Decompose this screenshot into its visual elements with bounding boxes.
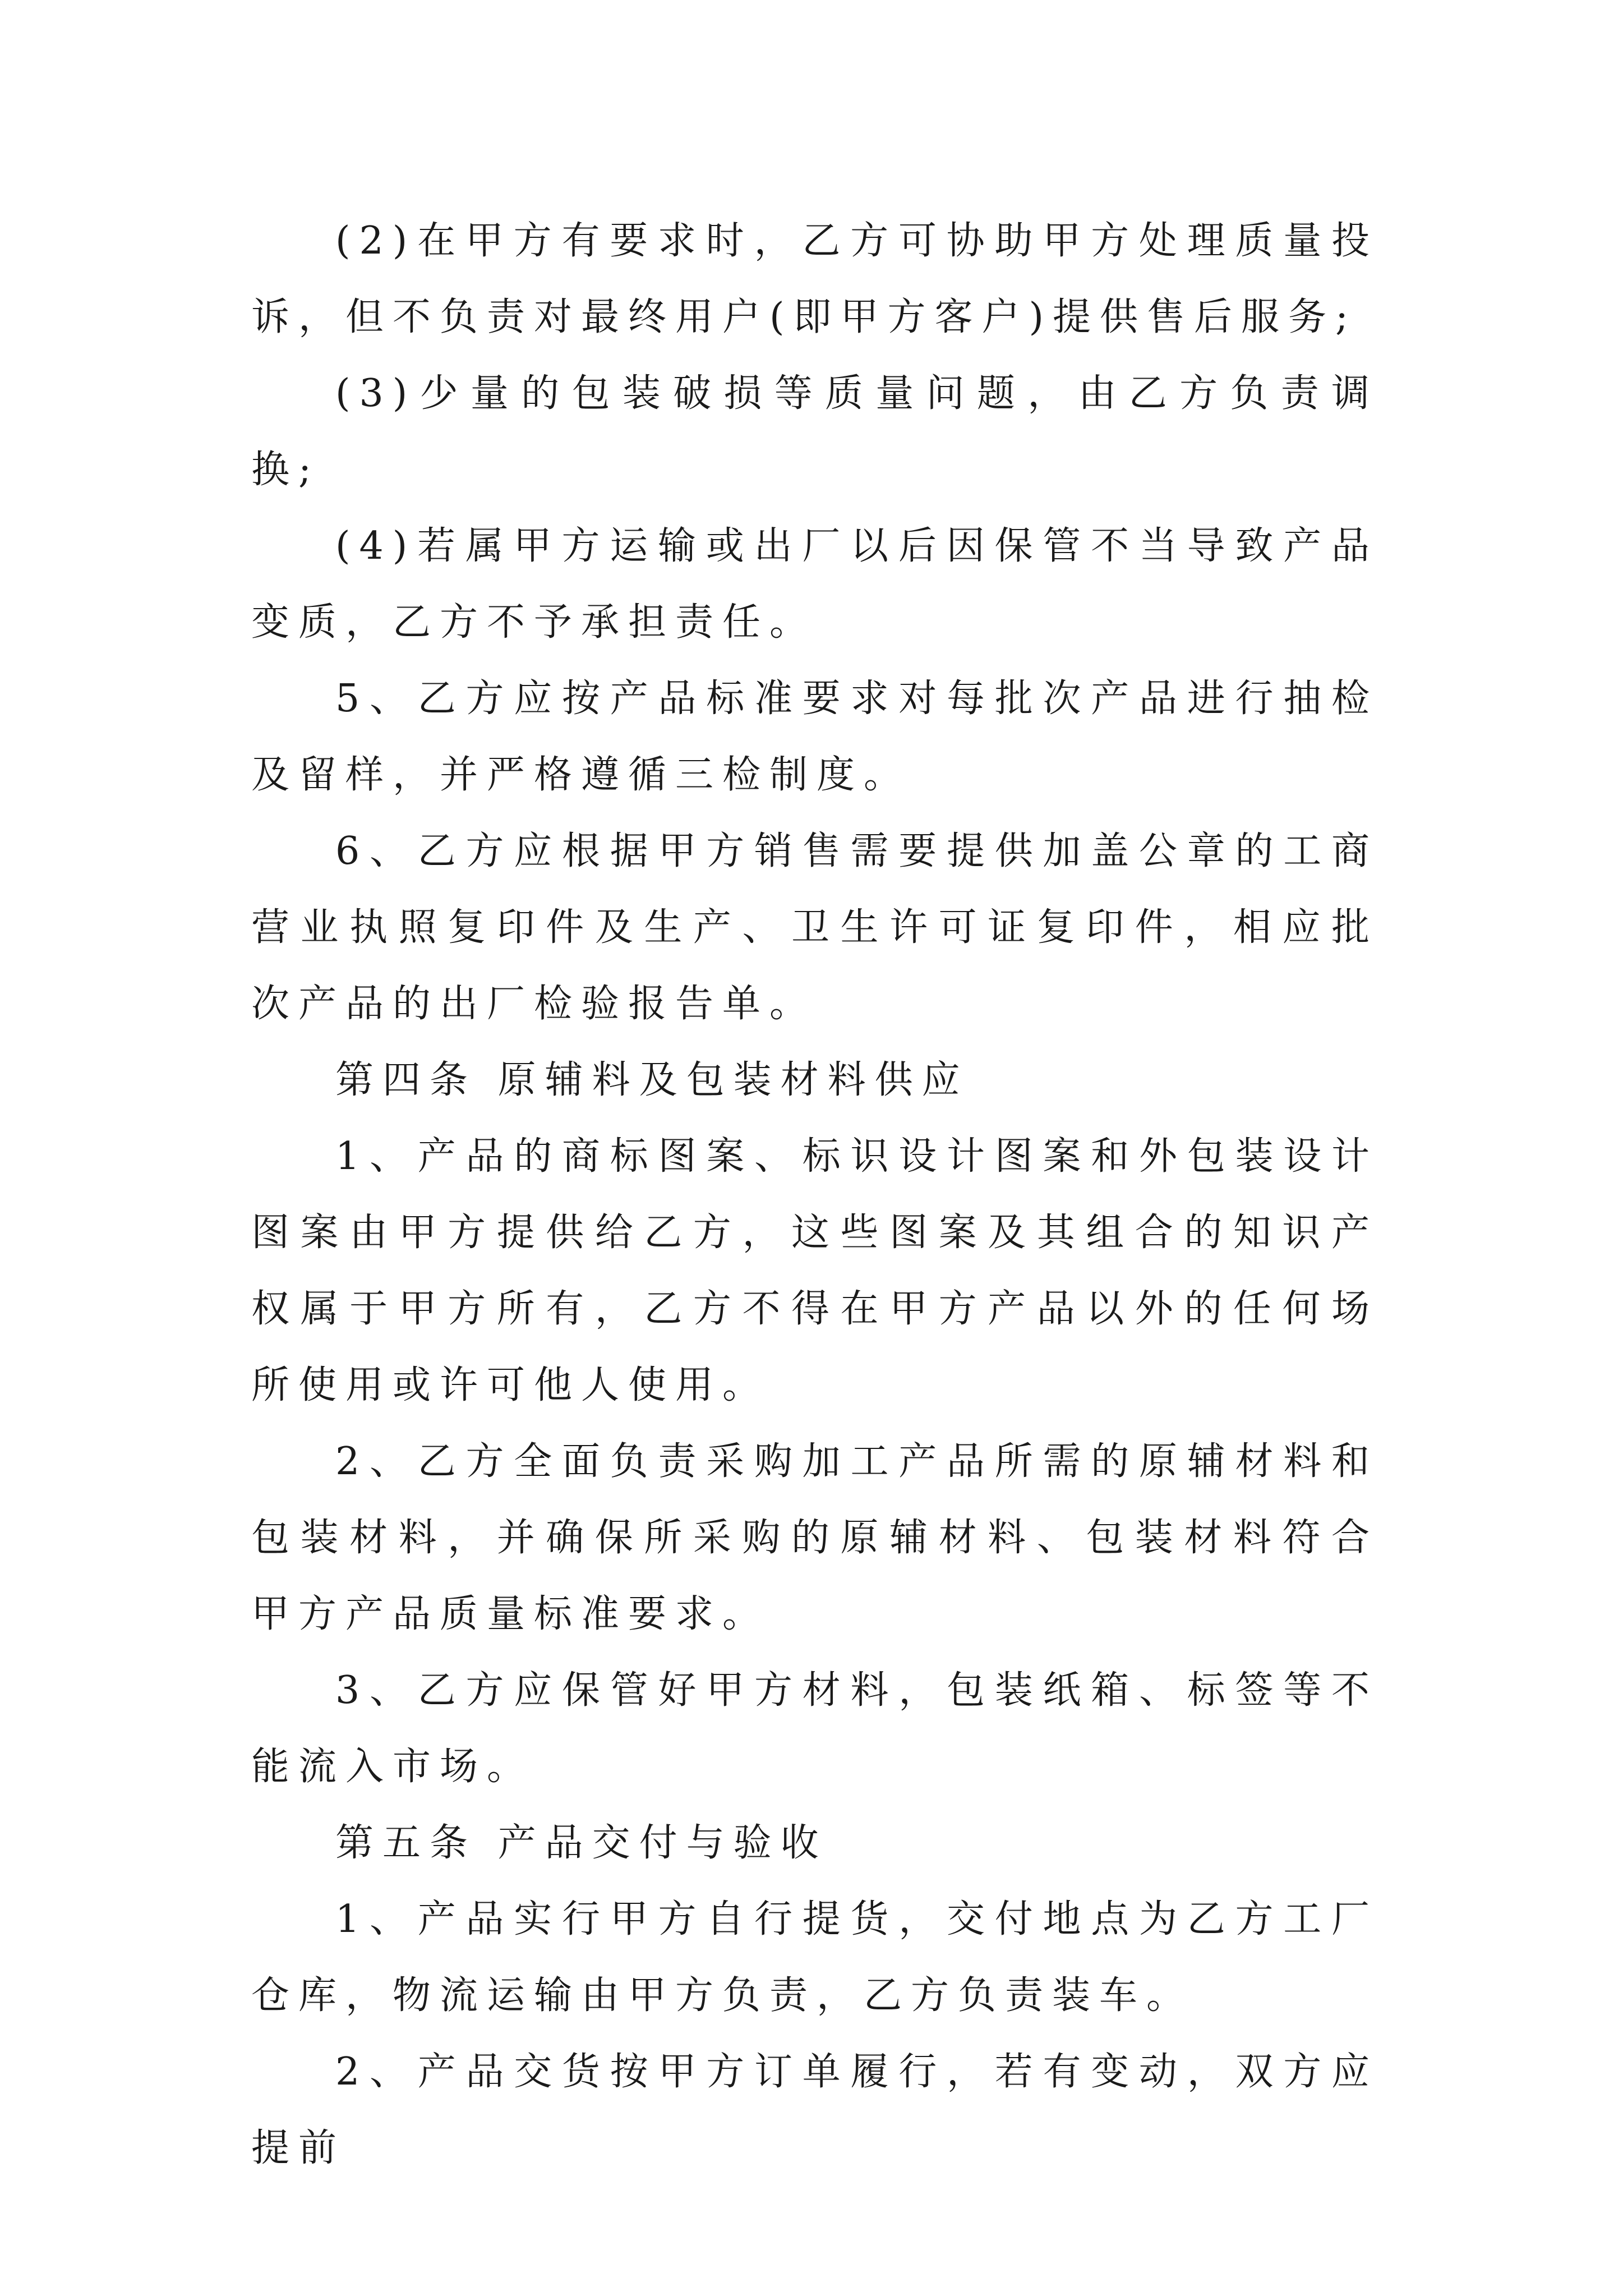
paragraph-order-fulfillment: 2、产品交货按甲方订单履行，若有变动，双方应提前 [251,2050,1378,2170]
paragraph-delivery-location: 1、产品实行甲方自行提货，交付地点为乙方工厂仓库，物流运输由甲方负责，乙方负责装车。 [251,1897,1378,2018]
article-4-heading: 第四条 原辅料及包装材料供应 [335,1058,969,1102]
paragraph-quality-complaint: (2)在甲方有要求时，乙方可协助甲方处理质量投诉，但不负责对最终用户(即甲方客户)提供售后服务; [251,219,1378,339]
document-body [251,203,1378,2187]
paragraph-license-copies: 6、乙方应根据甲方销售需要提供加盖公章的工商营业执照复印件及生产、卫生许可证复印件，相应批次产品的出厂检验报告单。 [251,829,1378,1026]
paragraph-transport-liability: (4)若属甲方运输或出厂以后因保管不当导致产品变质，乙方不予承担责任。 [251,524,1378,645]
paragraph-trademark-ip: 1、产品的商标图案、标识设计图案和外包装设计图案由甲方提供给乙方，这些图案及其组合的知识产权属于甲方所有，乙方不得在甲方产品以外的任何场所使用或许可他人使用。 [251,1134,1378,1407]
paragraph-sampling-inspection: 5、乙方应按产品标准要求对每批次产品进行抽检及留样，并严格遵循三检制度。 [251,677,1378,797]
paragraph-material-custody: 3、乙方应保管好甲方材料，包装纸箱、标签等不能流入市场。 [251,1668,1378,1789]
article-5-heading: 第五条 产品交付与验收 [335,1821,828,1865]
paragraph-material-procurement: 2、乙方全面负责采购加工产品所需的原辅材料和包装材料，并确保所采购的原辅材料、包装材料符合甲方产品质量标准要求。 [251,1439,1378,1636]
paragraph-packaging-damage: (3)少量的包装破损等质量问题，由乙方负责调换; [251,371,1378,492]
